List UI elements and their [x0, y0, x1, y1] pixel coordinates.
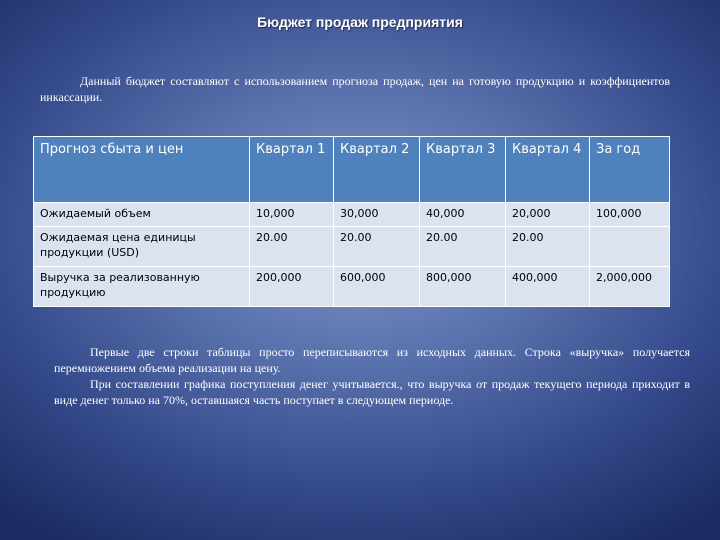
table-row-revenue [34, 267, 670, 307]
note-paragraph-2: При составлении графика поступления денег учитывается., что выручка от продаж текущего периода приходит в виде денег только на 70%, оставшаяся часть поступает в следующем периоде. [54, 377, 690, 407]
header-cell-q1: Квартал 1 [250, 137, 334, 203]
table-cell: 40,000 [420, 203, 506, 227]
table-header-row [34, 137, 670, 203]
header-cell-q4: Квартал 4 [506, 137, 590, 203]
sales-budget-table [33, 136, 670, 307]
table-cell: 20.00 [334, 227, 420, 267]
header-cell-forecast: Прогноз сбыта и цен [34, 137, 250, 203]
header-cell-year: За год [590, 137, 670, 203]
table-cell: 400,000 [506, 267, 590, 307]
table-cell: 20.00 [506, 227, 590, 267]
table-row-volume [34, 203, 670, 227]
note-paragraph-1: Первые две строки таблицы просто переписываются из исходных данных. Строка «выручка» получается перемножением объема реализации на цену. [54, 345, 690, 375]
table-cell: 2,000,000 [590, 267, 670, 307]
slide-title: Бюджет продаж предприятия [257, 14, 463, 30]
table-cell: 30,000 [334, 203, 420, 227]
table-cell: 100,000 [590, 203, 670, 227]
table-cell: 10,000 [250, 203, 334, 227]
table-cell: 800,000 [420, 267, 506, 307]
table-cell: 20.00 [420, 227, 506, 267]
intro-paragraph: Данный бюджет составляют с использованием прогноза продаж, цен на готовую продукцию и коэффициентов инкассации. [40, 74, 670, 104]
row-label: Ожидаемая цена единицы продукции (USD) [34, 227, 250, 267]
header-cell-q2: Квартал 2 [334, 137, 420, 203]
notes-block [54, 344, 690, 408]
header-cell-q3: Квартал 3 [420, 137, 506, 203]
row-label: Выручка за реализованную продукцию [34, 267, 250, 307]
table-cell: 20.00 [250, 227, 334, 267]
table-cell: 20,000 [506, 203, 590, 227]
table-cell: 200,000 [250, 267, 334, 307]
table-row-unit-price [34, 227, 670, 267]
table-cell: 600,000 [334, 267, 420, 307]
row-label: Ожидаемый объем [34, 203, 250, 227]
table-cell [590, 227, 670, 267]
